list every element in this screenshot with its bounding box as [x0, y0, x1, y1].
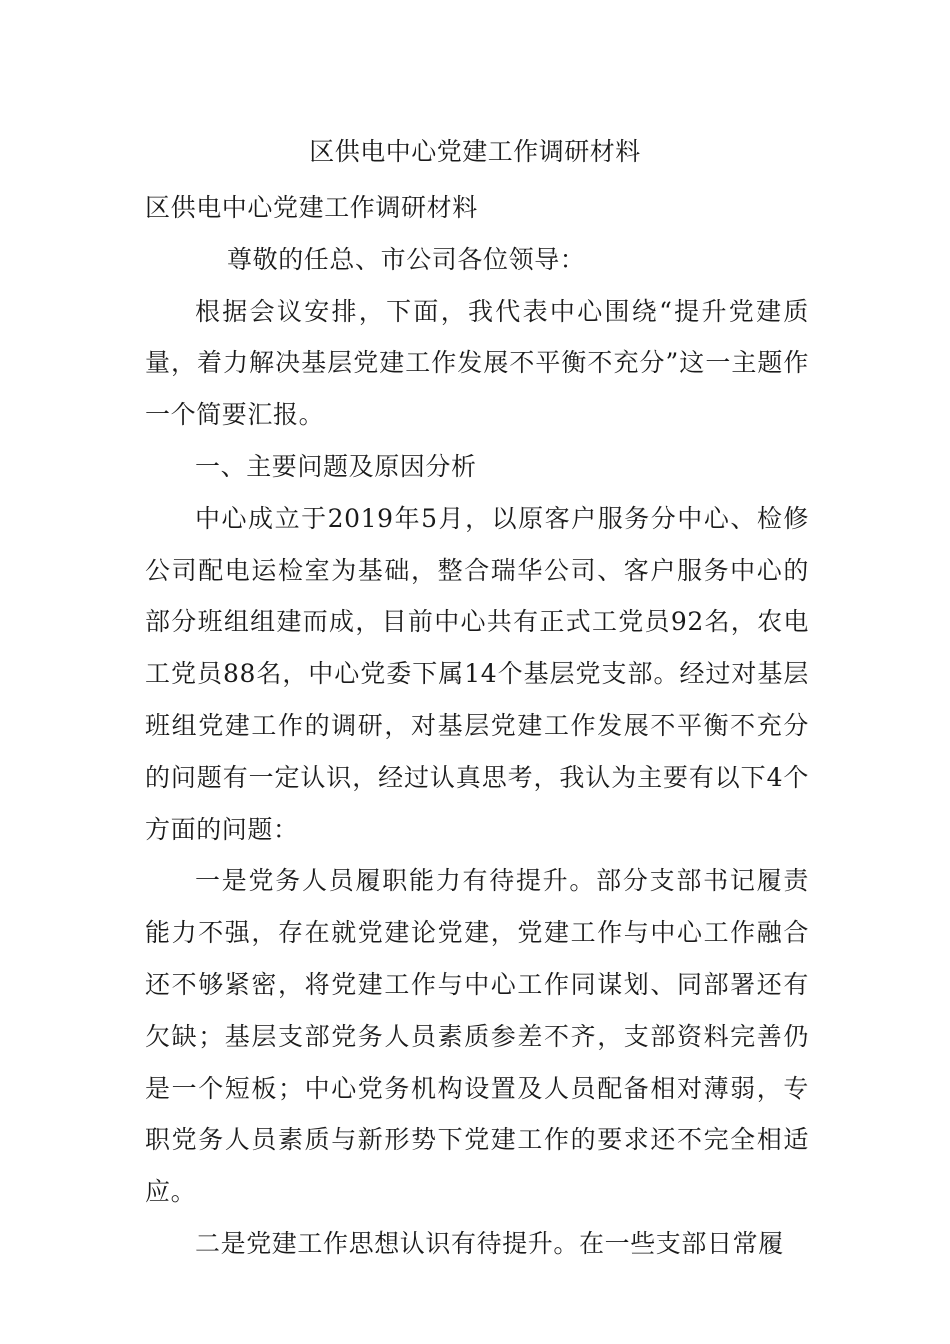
- paragraph-overview: 中心成立于2019年5月，以原客户服务分中心、检修公司配电运检室为基础，整合瑞华公司、客户服务中心的部分班组组建而成，目前中心共有正式工党员92名，农电工党员88名，中心党委下属14个基层党支部。经过对基层班组党建工作的调研，对基层党建工作发展不平衡不充分的问题有一定认识，经过认真思考，我认为主要有以下4个方面的问题：: [145, 503, 809, 844]
- document-title: 区供电中心党建工作调研材料: [309, 137, 641, 166]
- section-heading-1: 一、主要问题及原因分析: [195, 451, 477, 481]
- paragraph-issue-2: 二是党建工作思想认识有待提升。在一些支部日常履: [195, 1228, 784, 1258]
- paragraph-issue-1: 一是党务人员履职能力有待提升。部分支部书记履责能力不强，存在就党建论党建，党建工作与中心工作融合还不够紧密，将党建工作与中心工作同谋划、同部署还有欠缺；基层支部党务人员素质参差不齐，支部资料完善仍是一个短板；中心党务机构设置及人员配备相对薄弱，专职党务人员素质与新形势下党建工作的要求还不完全相适应。: [145, 866, 809, 1207]
- document-body: [145, 182, 809, 1270]
- salutation: 尊敬的任总、市公司各位领导：: [227, 244, 586, 274]
- paragraph-intro: 根据会议安排，下面，我代表中心围绕“提升党建质量，着力解决基层党建工作发展不平衡不充分”这一主题作一个简要汇报。: [145, 296, 809, 430]
- document-subtitle: 区供电中心党建工作调研材料: [145, 193, 478, 222]
